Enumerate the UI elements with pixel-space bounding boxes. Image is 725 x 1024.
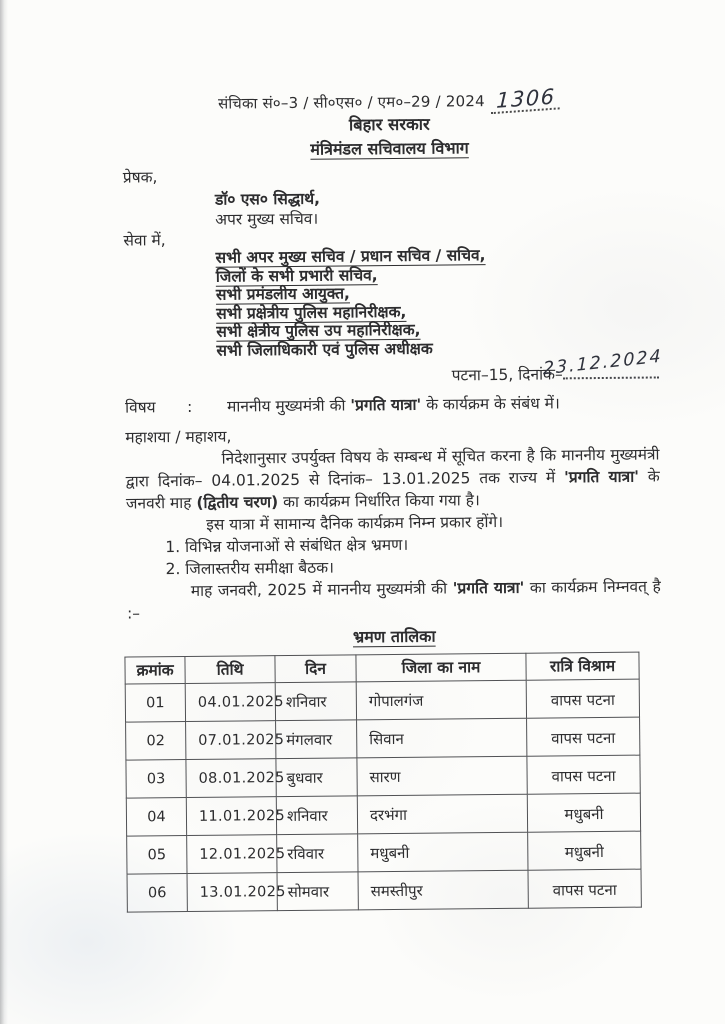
table-row — [126, 793, 640, 836]
department-title: मंत्रिमंडल सचिवालय विभाग — [310, 138, 469, 159]
cell-day: मंगलवार — [276, 720, 357, 759]
cell-date: 07.01.2025 — [186, 721, 276, 760]
paragraph-1: निदेशानुसार उपर्युक्त विषय के सम्बन्ध में सूचित करना है कि माननीय मुख्यमंत्री द्वारा दिनांक– 04.01.2025 से दिनांक– 13.01.2025 तक राज्य में 'प्रगति यात्रा' के जनवरी माह (द्वितीय चरण) का कार्यक्रम निर्धारित किया गया है। — [125, 445, 660, 513]
recipient-line: जिलों के सभी प्रभारी सचिव, — [215, 265, 378, 286]
cell-serial: 06 — [127, 873, 187, 912]
cell-serial: 05 — [127, 835, 187, 874]
table-row — [125, 679, 639, 722]
from-label: प्रेषक, — [122, 168, 158, 187]
sender-designation: अपर मुख्य सचिव। — [215, 209, 319, 229]
cell-day: शनिवार — [275, 682, 356, 721]
sender-name: डॉ० एस० सिद्धार्थ, — [214, 189, 321, 209]
cell-night-stay: वापस पटना — [527, 717, 640, 756]
recipient-line: सभी जिलाधिकारी एवं पुलिस अधीक्षक — [216, 339, 433, 360]
paragraph-3: माह जनवरी, 2025 में माननीय मुख्यमंत्री की 'प्रगति यात्रा' का कार्यक्रम निम्नवत् है :– — [126, 577, 661, 623]
table-row — [126, 755, 640, 798]
recipient-line: सभी क्षेत्रीय पुलिस उप महानिरीक्षक, — [216, 321, 421, 342]
cell-night-stay: वापस पटना — [527, 755, 640, 794]
scan-edge-shadow — [0, 0, 8, 1024]
recipient-line: सभी प्रमंडलीय आयुक्त, — [215, 284, 350, 304]
paragraph-2: इस यात्रा में सामान्य दैनिक कार्यक्रम निम्न प्रकार होंगे। — [206, 512, 504, 534]
header-day: दिन — [275, 655, 356, 683]
cell-day: बुधवार — [276, 758, 357, 797]
letter-document — [122, 85, 665, 1020]
cell-district: सिवान — [357, 718, 527, 758]
header-district: जिला का नाम — [356, 653, 526, 682]
file-number: संचिका सं०–3 / सी०एस० / एम०–29 / 2024 — [217, 92, 485, 113]
program-list — [165, 531, 660, 580]
cell-serial: 02 — [126, 722, 186, 761]
cell-day: रविवार — [277, 834, 358, 873]
table-row — [127, 831, 641, 874]
cell-date: 12.01.2025 — [187, 835, 277, 874]
subject-row — [125, 391, 659, 418]
cell-date: 13.01.2025 — [187, 873, 277, 912]
cell-night-stay: मधुबनी — [527, 793, 640, 832]
header-date: तिथि — [185, 656, 275, 684]
recipients-list — [216, 244, 725, 361]
cell-district: समस्तीपुर — [358, 870, 528, 910]
cell-night-stay: वापस पटना — [526, 679, 639, 718]
date-dotted-line — [542, 346, 663, 380]
cell-district: गोपालगंज — [356, 680, 526, 720]
subject-text: माननीय मुख्यमंत्री की 'प्रगति यात्रा' के कार्यक्रम के संबंध में। — [226, 394, 560, 416]
header-night-stay: रात्रि विश्राम — [526, 652, 639, 680]
handwritten-date: 23.12.2024 — [542, 346, 663, 380]
cell-serial: 03 — [126, 759, 186, 798]
subject-colon: : — [186, 397, 193, 416]
cell-day: सोमवार — [277, 872, 358, 911]
handwritten-file-number: 1306 — [490, 86, 560, 114]
table-row — [126, 717, 640, 760]
header-serial: क्रमांक — [125, 657, 185, 685]
cell-district: सारण — [357, 756, 527, 796]
government-title: बिहार सरकार — [348, 114, 430, 135]
cell-serial: 01 — [125, 684, 185, 723]
place-date-printed: पटना–15, दिनांक– — [451, 365, 563, 385]
table-title: भ्रमण तालिका — [352, 626, 436, 647]
cell-night-stay: वापस पटना — [528, 869, 641, 908]
cell-date: 04.01.2025 — [185, 683, 275, 722]
cell-serial: 04 — [126, 797, 186, 836]
subject-label: विषय — [124, 398, 156, 417]
recipient-line: सभी अपर मुख्य सचिव / प्रधान सचिव / सचिव, — [215, 246, 486, 267]
cell-date: 11.01.2025 — [186, 797, 276, 836]
to-label: सेवा में, — [123, 231, 166, 250]
cell-day: शनिवार — [276, 796, 357, 835]
salutation: महाशया / महाशय, — [125, 427, 232, 447]
cell-night-stay: मधुबनी — [528, 831, 641, 870]
recipient-line: सभी प्रक्षेत्रीय पुलिस महानिरीक्षक, — [216, 302, 407, 323]
list-item: 2. जिलास्तरीय समीक्षा बैठक। — [165, 558, 335, 579]
travel-table — [124, 652, 641, 913]
cell-district: दरभंगा — [357, 794, 527, 834]
table-row — [127, 869, 641, 912]
cell-date: 08.01.2025 — [186, 759, 276, 798]
list-item: 1. विभिन्न योजनाओं से संबंधित क्षेत्र भ्रमण। — [165, 535, 409, 557]
letter-body — [125, 443, 661, 624]
cell-district: मधुबनी — [358, 832, 528, 872]
